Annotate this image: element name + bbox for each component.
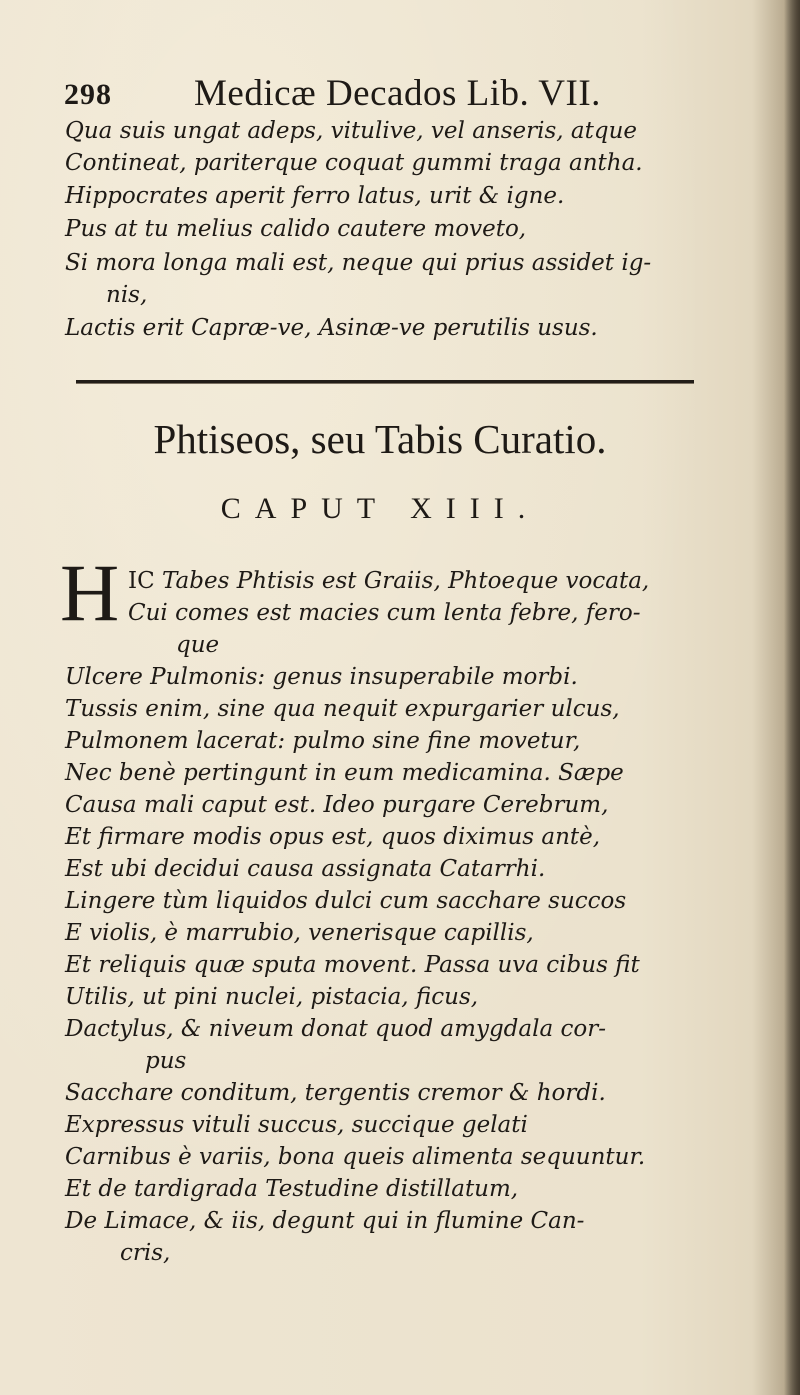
verse-line: Et reliquis quæ sputa movent. Passa uva cibus fit	[65, 952, 640, 978]
verse-line: Si mora longa mali est, neque qui prius assidet ig-	[65, 250, 652, 276]
verse-line: Utilis, ut pini nuclei, pistacia, ficus,	[65, 984, 479, 1010]
verse-line: Et firmare modis opus est, quos diximus antè,	[65, 824, 601, 850]
verse-line: Sacchare conditum, tergentis cremor & hordi.	[65, 1080, 606, 1106]
verse-line: Dactylus, & niveum donat quod amygdala cor-	[65, 1016, 606, 1042]
drop-cap: H	[60, 547, 120, 638]
verse-line: Tussis enim, sine qua nequit expurgarier ulcus,	[65, 696, 620, 722]
verse-line: Ulcere Pulmonis: genus insuperabile morbi.	[65, 664, 578, 690]
verse-line: Cui comes est macies cum lenta febre, fero-	[128, 600, 641, 626]
verse-line: nis,	[106, 282, 148, 308]
page-gutter-shadow	[784, 0, 800, 1395]
verse-line: Carnibus è variis, bona queis alimenta sequuntur.	[65, 1144, 646, 1170]
running-head	[64, 72, 704, 122]
verse-line: que	[176, 632, 220, 658]
verse-line: pus	[145, 1048, 187, 1074]
verse-line: Pulmonem lacerat: pulmo sine fine movetur,	[65, 728, 581, 754]
verse-line: Hippocrates aperit ferro latus, urit & igne.	[65, 183, 565, 209]
verse-line: Causa mali caput est. Ideo purgare Cerebrum,	[65, 792, 609, 818]
verse-line: Lingere tùm liquidos dulci cum sacchare succos	[65, 888, 627, 914]
section-title: Phtiseos, seu Tabis Curatio.	[153, 416, 607, 462]
first-line-text: Tabes Phtisis est Graiis, Phtoeque vocata,	[162, 568, 650, 594]
verse-line: De Limace, & iis, degunt qui in flumine Can-	[65, 1208, 585, 1234]
chapter-heading: CAPUT XIII.	[220, 492, 540, 525]
verse-line-first	[128, 566, 649, 596]
verse-line: Et de tardigrada Testudine distillatum,	[65, 1176, 519, 1202]
verse-line: Nec benè pertingunt in eum medicamina. Sæpe	[65, 760, 624, 786]
section-rule	[76, 380, 694, 384]
verse-line: Qua suis ungat adeps, vitulive, vel anseris, atque	[65, 118, 638, 144]
page-number: 298	[64, 78, 112, 111]
verse-line: Est ubi decidui causa assignata Catarrhi.	[65, 856, 546, 882]
verse-line: Pus at tu melius calido cautere moveto,	[65, 216, 527, 242]
first-word: IC	[128, 568, 155, 594]
verse-line: E violis, è marrubio, venerisque capillis,	[65, 920, 534, 946]
running-title: Medicæ Decados Lib. VII.	[194, 73, 601, 114]
verse-line: Lactis erit Capræ-ve, Asinæ-ve perutilis usus.	[65, 315, 598, 341]
verse-line: Contineat, pariterque coquat gummi traga antha.	[65, 150, 643, 176]
verse-line: cris,	[120, 1240, 171, 1266]
verse-line: Expressus vituli succus, succique gelati	[65, 1112, 528, 1138]
